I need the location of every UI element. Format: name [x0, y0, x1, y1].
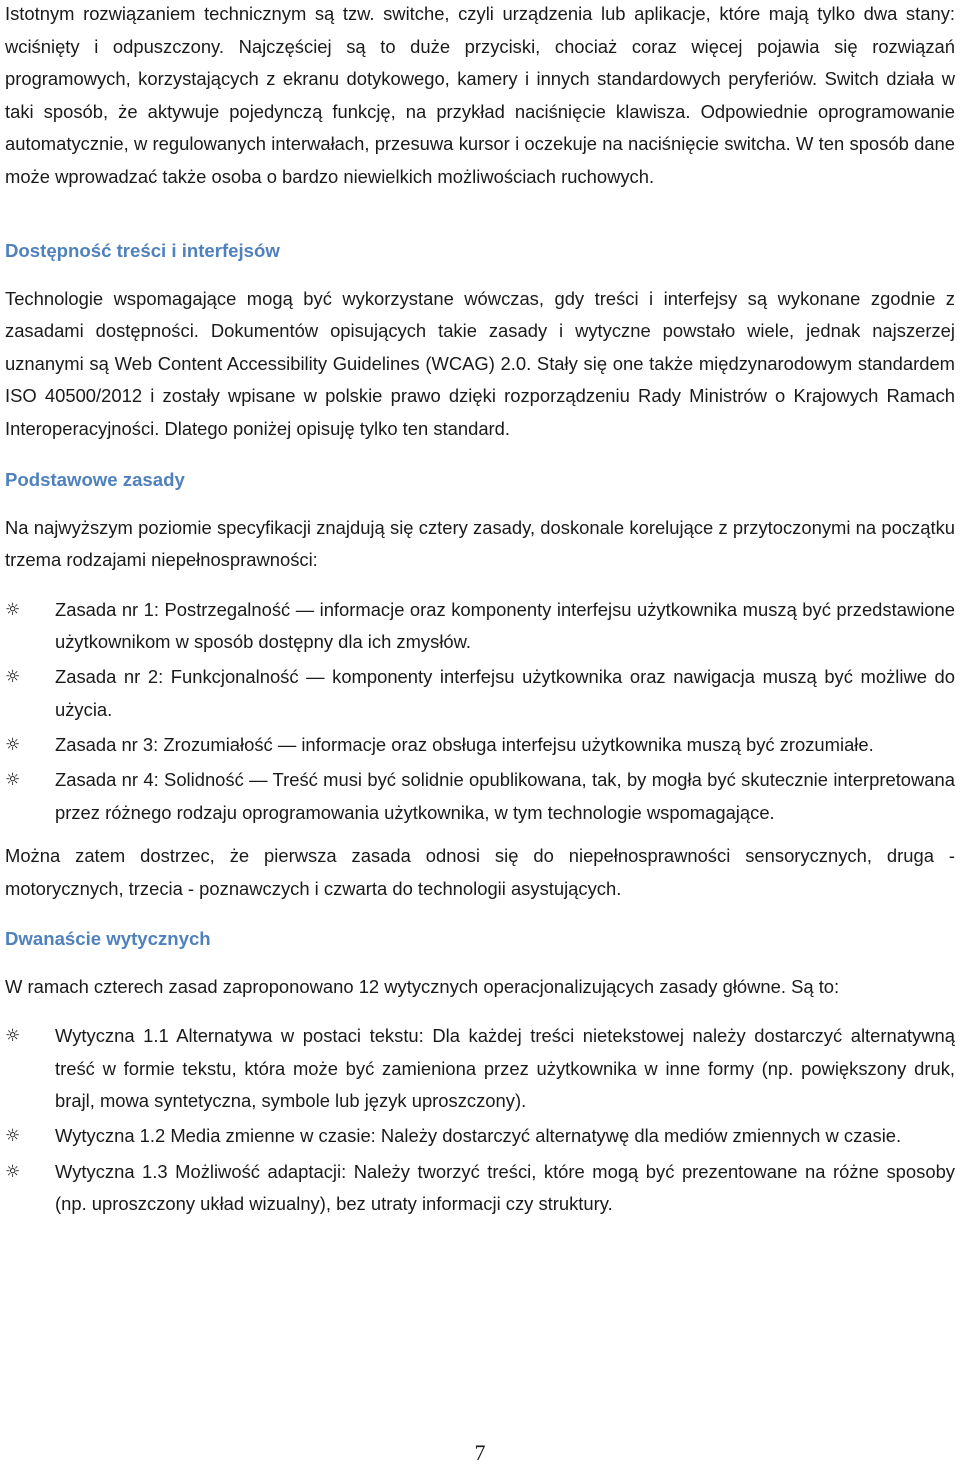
basic-principles-paragraph: Na najwyższym poziomie specyfikacji znajdują się cztery zasady, doskonale korelujące z przytoczonymi na początku trzema rodzajami niepełnosprawności: [5, 516, 955, 571]
bullet-icon: ☼ [5, 667, 21, 688]
bullet-icon: ☼ [5, 1126, 21, 1147]
bullet-icon: ☼ [5, 1026, 21, 1047]
guideline-text: Wytyczna 1.2 Media zmienne w czasie: Należy dostarczyć alternatywę dla mediów zmiennych w czasie. [55, 1125, 902, 1147]
guideline-text: Wytyczna 1.3 Możliwość adaptacji: Należy tworzyć treści, które mogą być prezentowane na różne sposoby (np. uproszczony układ wizualny), bez utraty informacji czy struktury. [55, 1160, 955, 1215]
intro-paragraph: Istotnym rozwiązaniem technicznym są tzw. switche, czyli urządzenia lub aplikacje, które mają tylko dwa stany: wciśnięty i odpuszczony. Najczęściej są to duże przyciski, chociaż coraz więcej pojawia się rozwiązań programowych, korzystających z ekranu dotykowego, kamery i innych standardowych peryferiów. Switch działa w taki sposób, że aktywuje pojedynczą funkcję, na przykład naciśnięcie klawisza. Odpowiednie oprogramowanie automatycznie, w regulowanych interwałach, przesuwa kursor i oczekuje na naciśnięcie switcha. W ten sposób dane może wprowadzać także osoba o bardzo niewielkich możliwościach ruchowych. [5, 3, 955, 187]
list-item [5, 764, 955, 829]
list-item [5, 594, 955, 659]
heading-twelve-guidelines: Dwanaście wytycznych [5, 927, 211, 949]
list-item [5, 729, 955, 762]
principles-list [5, 594, 955, 830]
document-page [5, 0, 955, 1223]
principle-text: Zasada nr 3: Zrozumiałość — informacje oraz obsługa interfejsu użytkownika muszą być zrozumiałe. [55, 734, 874, 756]
list-item [5, 1020, 955, 1118]
principle-text: Zasada nr 2: Funkcjonalność — komponenty interfejsu użytkownika oraz nawigacja muszą być możliwe do użycia. [55, 666, 955, 720]
bullet-icon: ☼ [5, 1161, 21, 1182]
guidelines-list [5, 1020, 955, 1221]
twelve-guidelines-paragraph: W ramach czterech zasad zaproponowano 12 wytycznych operacjonalizujących zasady główne. Są to: [5, 975, 840, 997]
guideline-text: Wytyczna 1.1 Alternatywa w postaci tekstu: Dla każdej treści nietekstowej należy dostarczyć alternatywną treść w formie tekstu, która może być zamieniona przez użytkownika w inne formy (np. powiększony druk, brajl, mowa syntetyczna, symbole lub język uproszczony). [55, 1025, 955, 1112]
bullet-icon: ☼ [5, 599, 21, 620]
heading-basic-principles: Podstawowe zasady [5, 468, 185, 490]
bullet-icon: ☼ [5, 735, 21, 756]
page-number: 7 [474, 1440, 486, 1465]
list-item [5, 1120, 955, 1153]
principle-text: Zasada nr 1: Postrzegalność — informacje oraz komponenty interfejsu użytkownika muszą być przedstawione użytkownikom w sposób dostępny dla ich zmysłów. [55, 598, 955, 653]
principle-text: Zasada nr 4: Solidność — Treść musi być solidnie opublikowana, tak, by mogła być skutecznie interpretowana przez różnego rodzaju oprogramowania użytkownika, w tym technologie wspomagające. [55, 769, 955, 823]
heading-accessibility: Dostępność treści i interfejsów [5, 239, 280, 261]
bullet-icon: ☼ [5, 770, 21, 791]
accessibility-paragraph: Technologie wspomagające mogą być wykorzystane wówczas, gdy treści i interfejsy są wykonane zgodnie z zasadami dostępności. Dokumentów opisujących takie zasady i wytyczne powstało wiele, jednak najszerzej uznanymi są Web Content Accessibility Guidelines (WCAG) 2.0. Stały się one także międzynarodowym standardem ISO 40500/2012 i zostały wpisane w polskie prawo dzięki rozporządzeniu Rady Ministrów o Krajowych Ramach Interoperacyjności. Dlatego poniżej opisuję tylko ten standard. [5, 287, 955, 439]
list-item [5, 1156, 955, 1221]
principles-conclusion: Można zatem dostrzec, że pierwsza zasada odnosi się do niepełnosprawności sensorycznych, druga - motorycznych, trzecia - poznawczych i czwarta do technologii asystujących. [5, 845, 955, 899]
list-item [5, 661, 955, 726]
